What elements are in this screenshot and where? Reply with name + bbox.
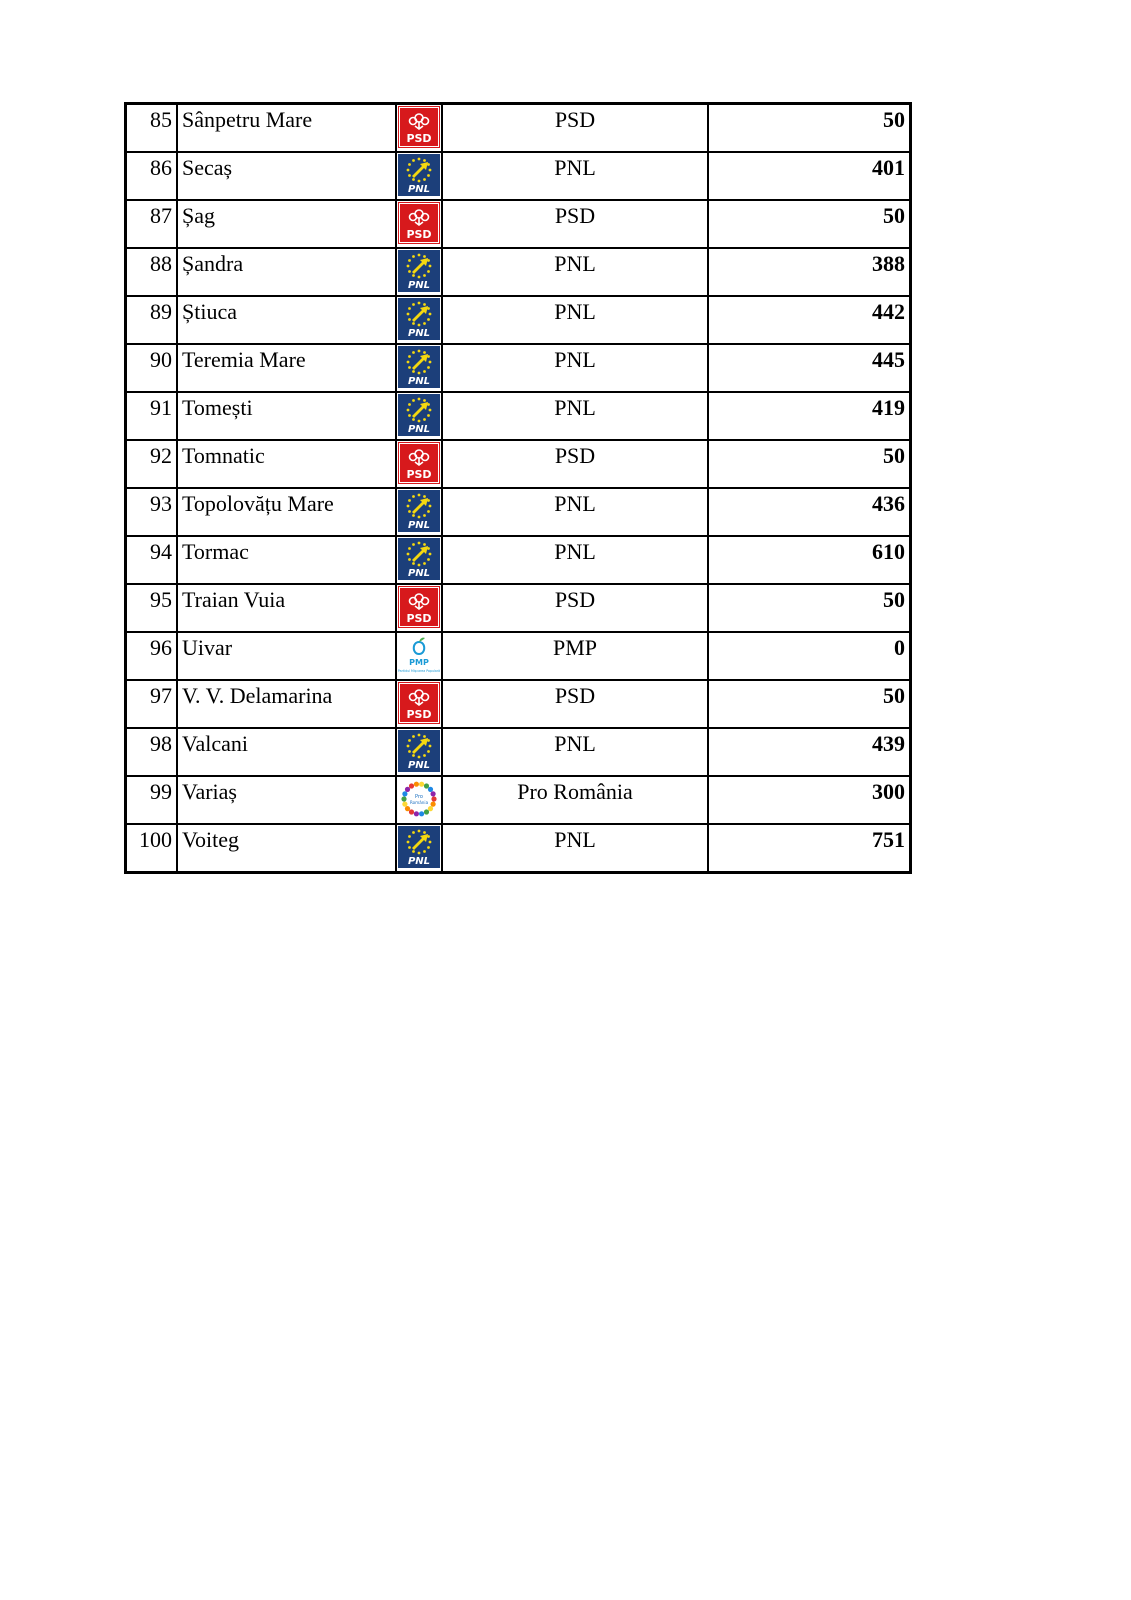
- pnl-logo-icon: [397, 249, 441, 292]
- row-number: 93: [126, 488, 178, 536]
- party-logo-cell: [396, 152, 442, 200]
- party-logo-cell: [396, 248, 442, 296]
- locality-name: Tormac: [177, 536, 396, 584]
- party-logo-cell: [396, 584, 442, 632]
- party-name: PNL: [442, 536, 708, 584]
- row-number: 86: [126, 152, 178, 200]
- psd-logo-icon: [397, 681, 441, 724]
- value-cell: 388: [708, 248, 911, 296]
- row-number: 85: [126, 104, 178, 153]
- row-number: 90: [126, 344, 178, 392]
- value-cell: 50: [708, 680, 911, 728]
- value-cell: 610: [708, 536, 911, 584]
- locality-name: Voiteg: [177, 824, 396, 873]
- table-row: [126, 824, 911, 873]
- party-name: PNL: [442, 392, 708, 440]
- svg-text:România: România: [409, 800, 429, 805]
- psd-logo-text: PSD: [406, 708, 432, 721]
- value-cell: 0: [708, 632, 911, 680]
- value-cell: 300: [708, 776, 911, 824]
- table-row: [126, 392, 911, 440]
- pnl-logo-icon: [397, 297, 441, 340]
- party-name: Pro România: [442, 776, 708, 824]
- svg-text:Pro: Pro: [415, 794, 423, 800]
- party-logo-cell: [396, 632, 442, 680]
- pnl-logo-text: PNL: [407, 184, 431, 195]
- results-table: [124, 102, 912, 874]
- value-cell: 436: [708, 488, 911, 536]
- locality-name: Variaș: [177, 776, 396, 824]
- party-logo-cell: [396, 824, 442, 873]
- party-logo-cell: [396, 440, 442, 488]
- psd-logo-icon: [397, 105, 441, 148]
- party-logo-cell: [396, 776, 442, 824]
- psd-logo-icon: [397, 441, 441, 484]
- row-number: 91: [126, 392, 178, 440]
- party-name: PNL: [442, 488, 708, 536]
- locality-name: Traian Vuia: [177, 584, 396, 632]
- psd-logo-text: PSD: [406, 228, 432, 241]
- pnl-logo-icon: [397, 537, 441, 580]
- value-cell: 445: [708, 344, 911, 392]
- pnl-logo-icon: [397, 393, 441, 436]
- table-row: [126, 152, 911, 200]
- table-row: [126, 200, 911, 248]
- pnl-logo-icon: [397, 345, 441, 388]
- row-number: 87: [126, 200, 178, 248]
- table-row: [126, 680, 911, 728]
- table-row: [126, 104, 911, 153]
- value-cell: 401: [708, 152, 911, 200]
- locality-name: Șag: [177, 200, 396, 248]
- party-name: PNL: [442, 152, 708, 200]
- table-row: [126, 248, 911, 296]
- party-name: PSD: [442, 104, 708, 153]
- pro-romania-logo-icon: [397, 777, 441, 820]
- locality-name: Tomnatic: [177, 440, 396, 488]
- party-name: PNL: [442, 296, 708, 344]
- row-number: 92: [126, 440, 178, 488]
- party-name: PNL: [442, 824, 708, 873]
- locality-name: Topolovățu Mare: [177, 488, 396, 536]
- pnl-logo-text: PNL: [407, 424, 431, 435]
- locality-name: Sânpetru Mare: [177, 104, 396, 153]
- psd-logo-text: PSD: [406, 612, 432, 625]
- value-cell: 50: [708, 200, 911, 248]
- value-cell: 50: [708, 440, 911, 488]
- party-name: PSD: [442, 584, 708, 632]
- row-number: 94: [126, 536, 178, 584]
- pnl-logo-icon: [397, 153, 441, 196]
- table-row: [126, 536, 911, 584]
- party-logo-cell: [396, 200, 442, 248]
- row-number: 96: [126, 632, 178, 680]
- value-cell: 751: [708, 824, 911, 873]
- pnl-logo-text: PNL: [407, 568, 431, 579]
- psd-logo-icon: [397, 201, 441, 244]
- table-row: [126, 584, 911, 632]
- row-number: 98: [126, 728, 178, 776]
- psd-logo-icon: [397, 585, 441, 628]
- locality-name: Uivar: [177, 632, 396, 680]
- party-name: PSD: [442, 680, 708, 728]
- pmp-logo-text: PMP: [409, 658, 429, 667]
- table-row: [126, 440, 911, 488]
- pnl-logo-text: PNL: [407, 856, 431, 867]
- value-cell: 442: [708, 296, 911, 344]
- table-row: [126, 632, 911, 680]
- locality-name: Teremia Mare: [177, 344, 396, 392]
- locality-name: V. V. Delamarina: [177, 680, 396, 728]
- value-cell: 50: [708, 104, 911, 153]
- party-logo-cell: [396, 296, 442, 344]
- locality-name: Valcani: [177, 728, 396, 776]
- party-name: PSD: [442, 200, 708, 248]
- table-row: [126, 488, 911, 536]
- results-table-body: [126, 104, 911, 873]
- pnl-logo-text: PNL: [407, 280, 431, 291]
- pnl-logo-icon: [397, 489, 441, 532]
- party-name: PMP: [442, 632, 708, 680]
- party-logo-cell: [396, 488, 442, 536]
- table-row: [126, 296, 911, 344]
- value-cell: 439: [708, 728, 911, 776]
- value-cell: 50: [708, 584, 911, 632]
- pnl-logo-icon: [397, 825, 441, 868]
- row-number: 95: [126, 584, 178, 632]
- pmp-logo-icon: [397, 633, 441, 676]
- pnl-logo-text: PNL: [407, 520, 431, 531]
- party-name: PNL: [442, 728, 708, 776]
- locality-name: Șandra: [177, 248, 396, 296]
- row-number: 100: [126, 824, 178, 873]
- party-logo-cell: [396, 536, 442, 584]
- pnl-logo-text: PNL: [407, 760, 431, 771]
- pnl-logo-text: PNL: [407, 328, 431, 339]
- party-logo-cell: [396, 344, 442, 392]
- row-number: 89: [126, 296, 178, 344]
- party-logo-cell: [396, 680, 442, 728]
- party-name: PSD: [442, 440, 708, 488]
- party-name: PNL: [442, 248, 708, 296]
- pmp-logo-tagline: Partidul Mișcarea Populară: [398, 669, 440, 673]
- pnl-logo-text: PNL: [407, 376, 431, 387]
- pnl-logo-icon: [397, 729, 441, 772]
- value-cell: 419: [708, 392, 911, 440]
- locality-name: Tomești: [177, 392, 396, 440]
- party-logo-cell: [396, 728, 442, 776]
- table-row: [126, 728, 911, 776]
- table-row: [126, 776, 911, 824]
- psd-logo-text: PSD: [406, 132, 432, 145]
- locality-name: Știuca: [177, 296, 396, 344]
- row-number: 88: [126, 248, 178, 296]
- party-logo-cell: [396, 104, 442, 153]
- party-logo-cell: [396, 392, 442, 440]
- locality-name: Secaș: [177, 152, 396, 200]
- party-name: PNL: [442, 344, 708, 392]
- table-row: [126, 344, 911, 392]
- row-number: 97: [126, 680, 178, 728]
- row-number: 99: [126, 776, 178, 824]
- psd-logo-text: PSD: [406, 468, 432, 481]
